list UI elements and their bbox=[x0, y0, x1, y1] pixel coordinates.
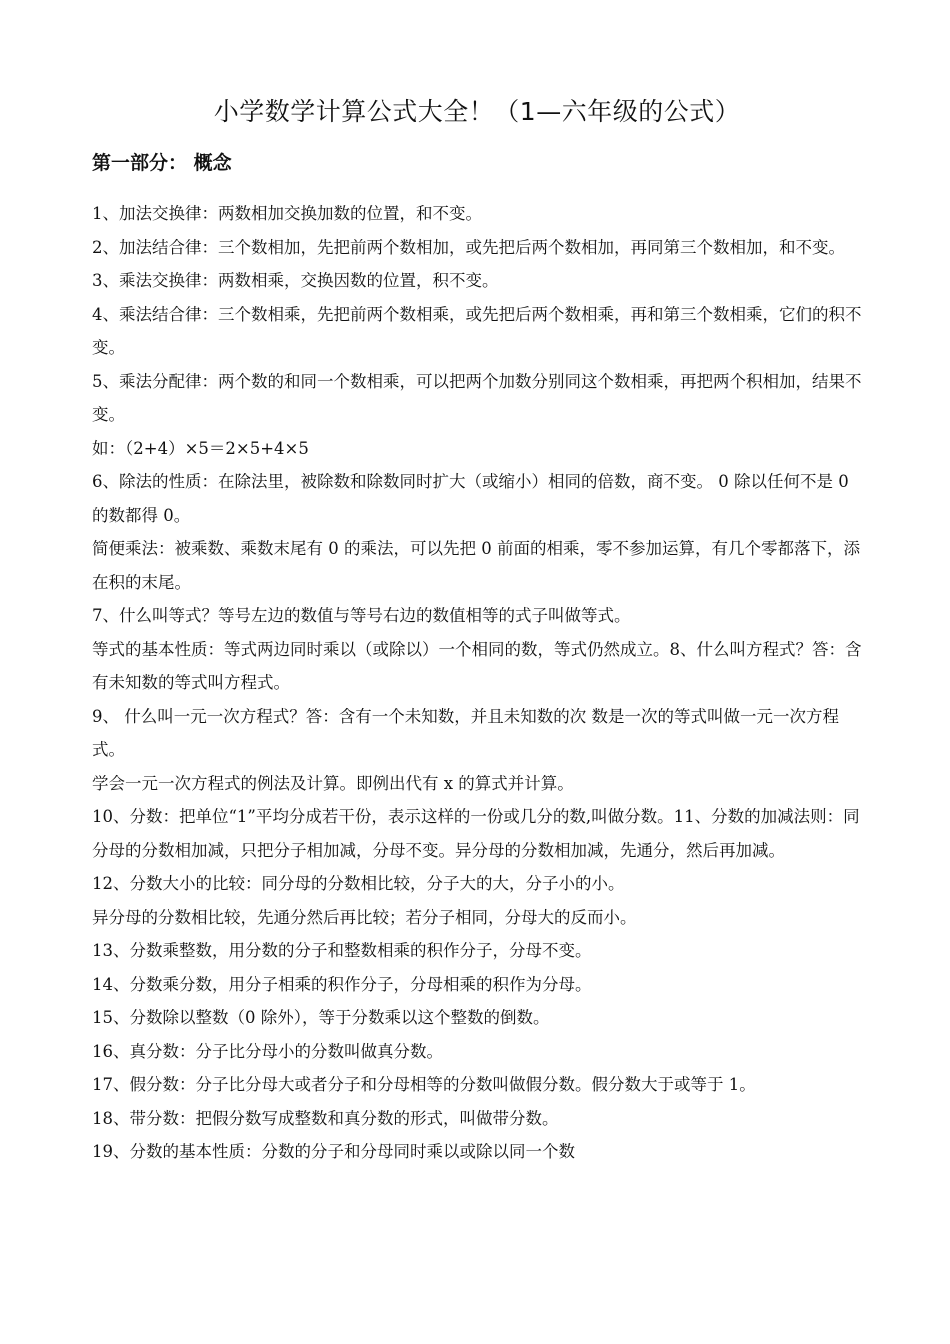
paragraph: 18、带分数：把假分数写成整数和真分数的形式，叫做带分数。 bbox=[92, 1108, 559, 1128]
paragraph: 16、真分数：分子比分母小的分数叫做真分数。 bbox=[92, 1041, 443, 1061]
paragraph: 12、分数大小的比较：同分母的分数相比较，分子大的大，分子小的小。 bbox=[92, 874, 625, 893]
paragraph: 3、乘法交换律：两数相乘，交换因数的位置，积不变。 bbox=[92, 271, 499, 290]
paragraph: 简便乘法：被乘数、乘数末尾有 0 的乘法，可以先把 0 前面的相乘，零不参加运算，有几个零都落下，添在积的末尾。 bbox=[92, 539, 860, 592]
document-title: 小学数学计算公式大全！（1—六年级的公式） bbox=[213, 97, 741, 126]
paragraph: 9、 什么叫一元一次方程式？答：含有一个未知数，并且未知数的次 数是一次的等式叫做一元一次方程式。 bbox=[92, 706, 839, 759]
paragraph: 1、加法交换律：两数相加交换加数的位置，和不变。 bbox=[92, 204, 482, 223]
paragraph: 2、加法结合律：三个数相加，先把前两个数相加，或先把后两个数相加，再同第三个数相加，和不变。 bbox=[92, 237, 845, 257]
paragraph: 异分母的分数相比较，先通分然后再比较；若分子相同，分母大的反而小。 bbox=[92, 907, 637, 927]
section-heading: 第一部分： 概念 bbox=[92, 152, 232, 174]
paragraph: 6、除法的性质：在除法里，被除数和除数同时扩大（或缩小）相同的倍数，商不变。 0 除以任何不是 0 的数都得 0。 bbox=[92, 472, 849, 525]
paragraph: 14、分数乘分数，用分子相乘的积作分子，分母相乘的积作为分母。 bbox=[92, 974, 592, 994]
paragraph: 13、分数乘整数，用分数的分子和整数相乘的积作分子，分母不变。 bbox=[92, 941, 592, 960]
paragraph: 如：（2+4）×5＝2×5+4×5 bbox=[92, 438, 309, 458]
paragraph: 10、分数：把单位“1”平均分成若干份，表示这样的一份或几分的数,叫做分数。11、分数的加减法则：同分母的分数相加减，只把分子相加减，分母不变。异分母的分数相加减，先通分，然后再加减。 bbox=[92, 807, 860, 860]
document-body bbox=[92, 197, 862, 1169]
paragraph: 等式的基本性质：等式两边同时乘以（或除以）一个相同的数，等式仍然成立。8、什么叫方程式？答：含有未知数的等式叫方程式。 bbox=[92, 639, 862, 692]
paragraph: 17、假分数：分子比分母大或者分子和分母相等的分数叫做假分数。假分数大于或等于 1。 bbox=[92, 1075, 756, 1094]
paragraph: 4、乘法结合律：三个数相乘，先把前两个数相乘，或先把后两个数相乘，再和第三个数相乘，它们的积不变。 bbox=[92, 304, 862, 357]
paragraph: 5、乘法分配律：两个数的和同一个数相乘，可以把两个加数分别同这个数相乘，再把两个积相加，结果不变。 bbox=[92, 371, 862, 424]
paragraph: 7、什么叫等式？等号左边的数值与等号右边的数值相等的式子叫做等式。 bbox=[92, 606, 631, 625]
paragraph: 19、分数的基本性质：分数的分子和分母同时乘以或除以同一个数 bbox=[92, 1142, 575, 1161]
paragraph: 15、分数除以整数（0 除外），等于分数乘以这个整数的倒数。 bbox=[92, 1008, 550, 1027]
paragraph: 学会一元一次方程式的例法及计算。即例出代有 x 的算式并计算。 bbox=[92, 773, 574, 793]
